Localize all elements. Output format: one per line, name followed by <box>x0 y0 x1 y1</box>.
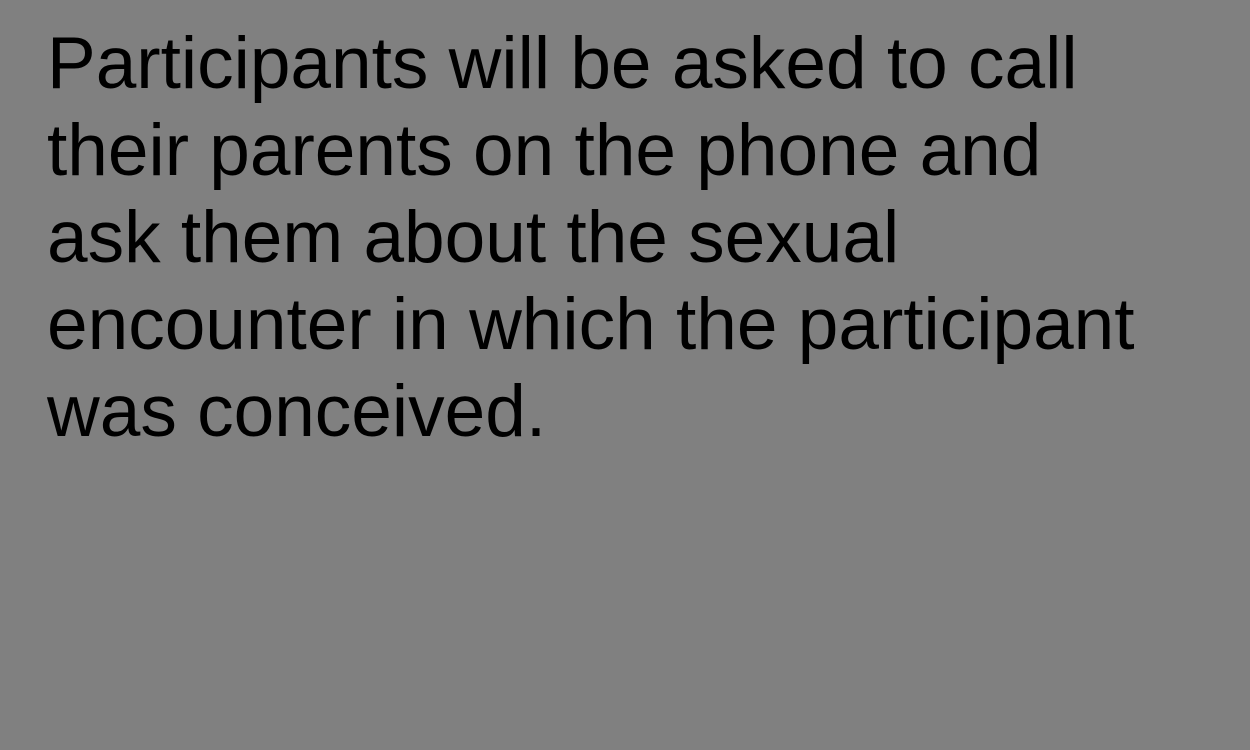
slide-text-line-3: ask them about the sexual <box>47 197 900 278</box>
slide-text-line-4: encounter in which the participant <box>47 284 1135 365</box>
slide-body-text <box>47 20 1237 455</box>
slide-text-line-5: was conceived. <box>47 371 547 452</box>
slide-text-line-2: their parents on the phone and <box>47 110 1042 191</box>
slide-text-line-1: Participants will be asked to call <box>47 23 1078 104</box>
